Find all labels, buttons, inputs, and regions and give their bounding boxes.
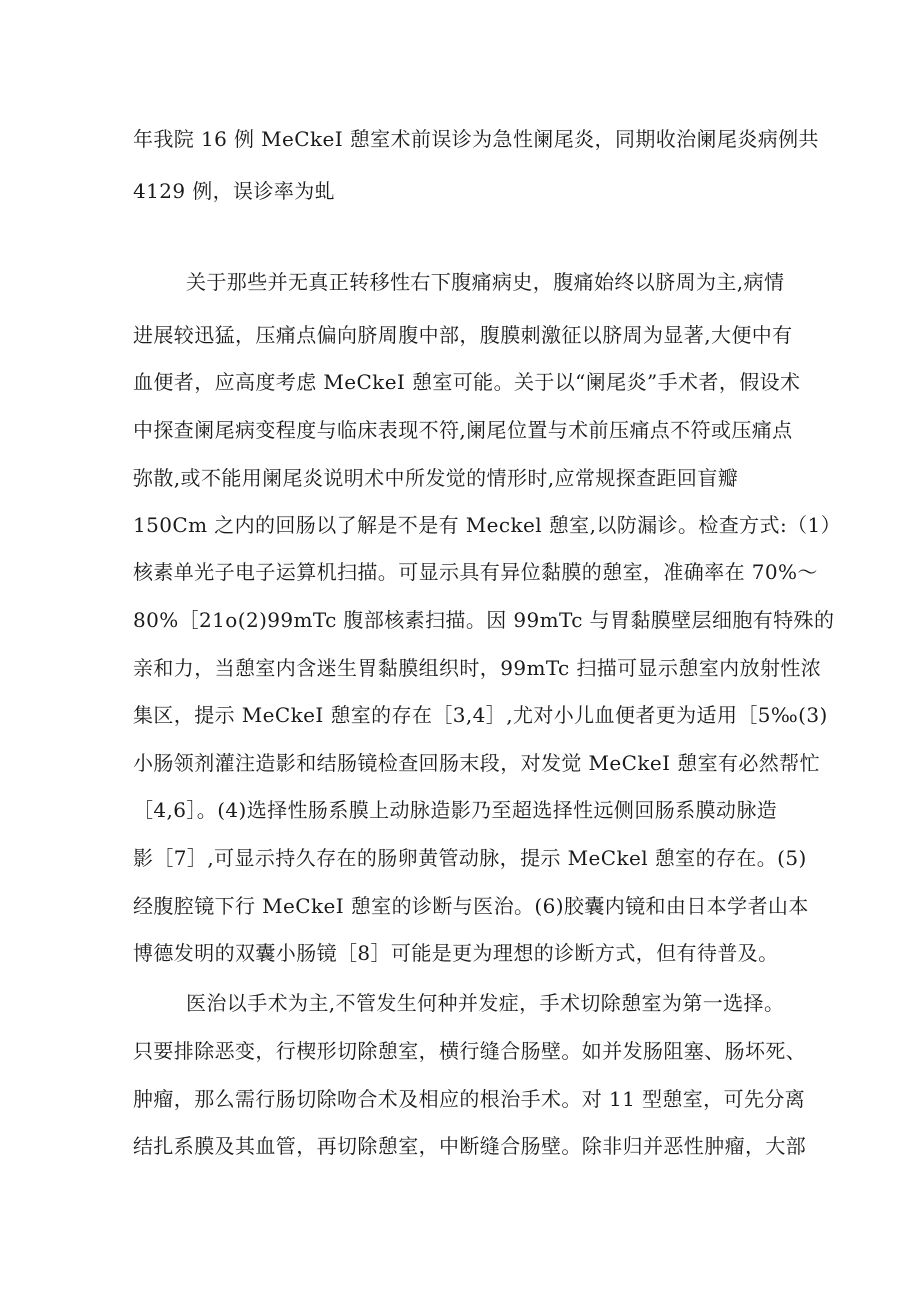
text-line: 年我院 16 例 MeCkeI 憩室术前误诊为急性阑尾炎，同期收治阑尾炎病例共 bbox=[133, 127, 819, 151]
text-line: 血便者，应高度考虑 MeCkeI 憩室可能。关于以“阑尾炎”手术者，假设术 bbox=[133, 370, 801, 394]
text-line: 集区，提示 MeCkeI 憩室的存在［3,4］,尤对小儿血便者更为适用［5‰(3) bbox=[133, 703, 828, 727]
paragraph-first-line: 医治以手术为主,不管发生何种并发症，手术切除憩室为第一选择。 bbox=[186, 991, 785, 1015]
text-line: ［4,6］。(4)选择性肠系膜上动脉造影乃至超选择性远侧回肠系膜动脉造 bbox=[133, 798, 778, 822]
paragraph-first-line: 关于那些并无真正转移性右下腹痛病史，腹痛始终以脐周为主,病情 bbox=[186, 270, 785, 294]
text-line: 博德发明的双囊小肠镜［8］可能是更为理想的诊断方式，但有待普及。 bbox=[133, 941, 779, 965]
text-line: 150Cm 之内的回肠以了解是不是有 Meckel 憩室,以防漏诊。检查方式:（1） bbox=[133, 513, 842, 537]
text-line: 弥散,或不能用阑尾炎说明术中所发觉的情形时,应常规探查距回盲瓣 bbox=[133, 466, 739, 490]
text-line: 中探查阑尾病变程度与临床表现不符,阑尾位置与术前压痛点不符或压痛点 bbox=[133, 418, 793, 442]
text-line: 小肠领剂灌注造影和结肠镜检查回肠末段，对发觉 MeCkeI 憩室有必然帮忙 bbox=[133, 751, 820, 775]
text-line: 结扎系膜及其血管，再切除憩室，中断缝合肠壁。除非归并恶性肿瘤，大部 bbox=[133, 1134, 807, 1158]
text-line: 进展较迅猛，压痛点偏向脐周腹中部，腹膜刺激征以脐周为显著,大便中有 bbox=[133, 323, 793, 347]
text-line: 影［7］,可显示持久存在的肠卵黄管动脉，提示 MeCkel 憩室的存在。(5) bbox=[133, 846, 807, 870]
text-line: 肿瘤，那么需行肠切除吻合术及相应的根治手术。对 11 型憩室，可先分离 bbox=[133, 1087, 806, 1111]
text-line: 只要排除恶变，行楔形切除憩室，横行缝合肠壁。如并发肠阻塞、肠坏死、 bbox=[133, 1039, 807, 1063]
text-line: 80%［21o(2)99mTc 腹部核素扫描。因 99mTc 与胃黏膜壁层细胞有特殊的 bbox=[133, 608, 835, 632]
text-line: 核素单光子电子运算机扫描。可显示具有异位黏膜的憩室，准确率在 70%～ bbox=[133, 560, 818, 584]
text-line: 经腹腔镜下行 MeCkeI 憩室的诊断与医治。(6)胶囊内镜和由日本学者山本 bbox=[133, 894, 809, 918]
text-line: 亲和力，当憩室内含迷生胃黏膜组织时，99mTc 扫描可显示憩室内放射性浓 bbox=[133, 656, 822, 680]
text-line: 4129 例，误诊率为虬 bbox=[133, 179, 336, 203]
